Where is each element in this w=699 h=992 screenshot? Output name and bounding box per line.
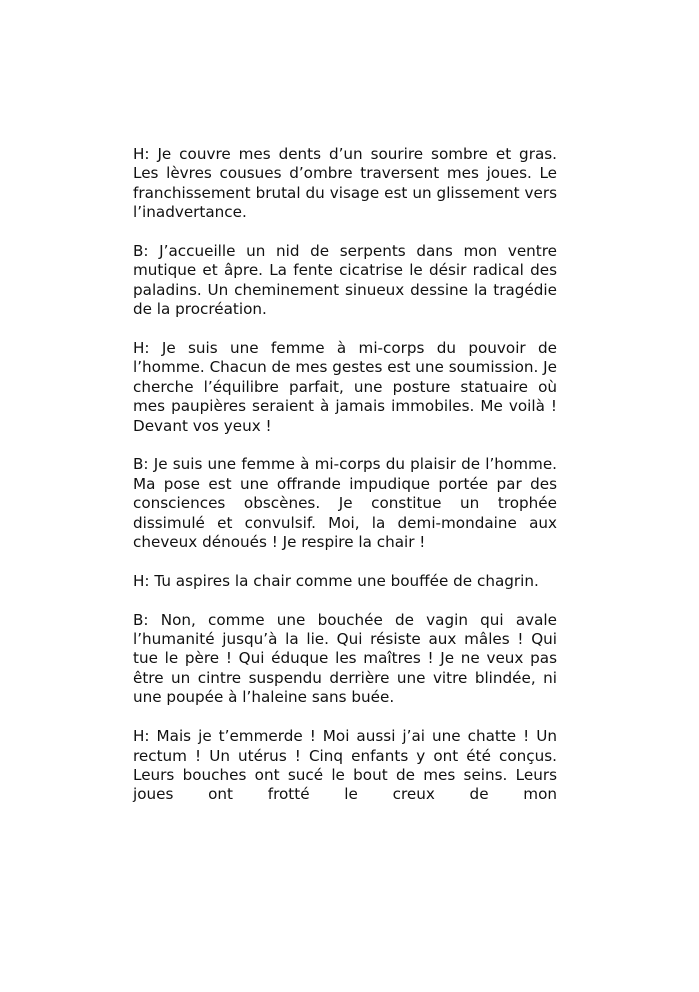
paragraph: B: Je suis une femme à mi-corps du plaisir de l’homme. Ma pose est une offrande impudique portée par des consciences obscènes. Je constitue un trophée dissimulé et convulsif. Moi, la demi-mondaine aux cheveux dénoués ! Je respire la chair ! <box>133 455 557 552</box>
paragraph: H: Je suis une femme à mi-corps du pouvoir de l’homme. Chacun de mes gestes est une soumission. Je cherche l’équilibre parfait, une posture statuaire où mes paupières seraient à jamais immobiles. Me voilà ! Devant vos yeux ! <box>133 339 557 435</box>
paragraph: H: Mais je t’emmerde ! Moi aussi j’ai une chatte ! Un rectum ! Un utérus ! Cinq enfants y ont été conçus. Leurs bouches ont sucé le bout de mes seins. Leurs joues ont frotté le creux de mon <box>133 727 557 804</box>
document-page <box>133 145 557 824</box>
paragraph: B: Non, comme une bouchée de vagin qui avale l’humanité jusqu’à la lie. Qui résiste aux mâles ! Qui tue le père ! Qui éduque les maîtres ! Je ne veux pas être un cintre suspendu derrière une vitre blindée, ni une poupée à l’haleine sans buée. <box>133 610 557 707</box>
paragraph: H: Je couvre mes dents d’un sourire sombre et gras. Les lèvres cousues d’ombre traversent mes joues. Le franchissement brutal du visage est un glissement vers l’inadvertance. <box>133 145 557 222</box>
paragraph: B: J’accueille un nid de serpents dans mon ventre mutique et âpre. La fente cicatrise le désir radical des paladins. Un cheminement sinueux dessine la tragédie de la procréation. <box>133 242 557 319</box>
paragraph: H: Tu aspires la chair comme une bouffée de chagrin. <box>133 571 539 590</box>
